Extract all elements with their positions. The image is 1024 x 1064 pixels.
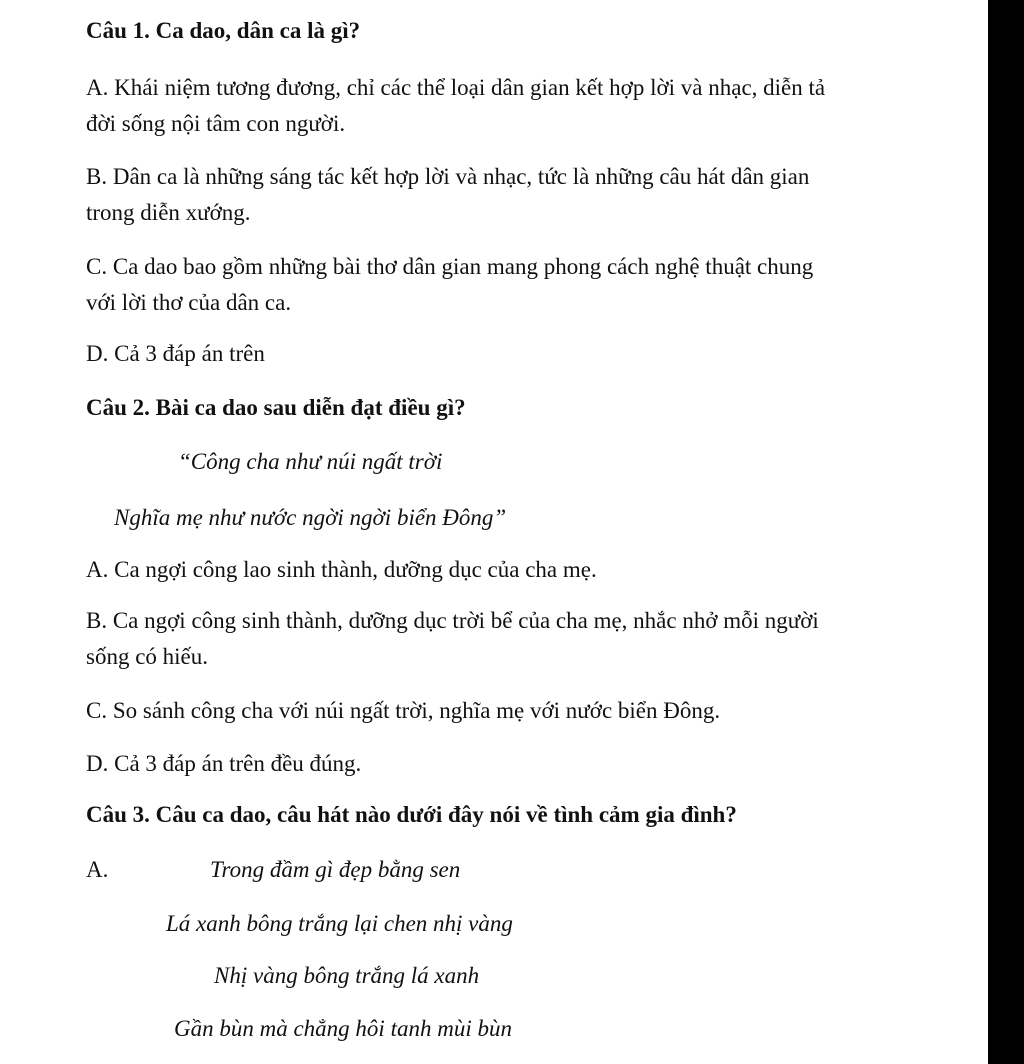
question-3-title: Câu 3. Câu ca dao, câu hát nào dưới đây nói về tình cảm gia đình? (86, 802, 737, 827)
question-2-option-d: D. Cả 3 đáp án trên đều đúng. (86, 751, 362, 776)
question-3-verse-line-4: Gần bùn mà chẳng hôi tanh mùi bùn (174, 1016, 512, 1041)
question-2-option-c: C. So sánh công cha với núi ngất trời, nghĩa mẹ với nước biển Đông. (86, 698, 721, 723)
question-1-option-b-line-2: trong diễn xướng. (86, 200, 251, 225)
question-3-verse-line-3: Nhị vàng bông trắng lá xanh (214, 963, 480, 988)
question-3-verse-line-1: Trong đầm gì đẹp bằng sen (210, 857, 461, 882)
question-1-option-c-line-2: với lời thơ của dân ca. (86, 290, 292, 315)
question-1-option-b-line-1: B. Dân ca là những sáng tác kết hợp lời và nhạc, tức là những câu hát dân gian (86, 164, 810, 189)
question-2-option-b-line-1: B. Ca ngợi công sinh thành, dưỡng dục trời bể của cha mẹ, nhắc nhở mỗi người (86, 608, 819, 633)
question-2-verse-line-1: “Công cha như núi ngất trời (178, 449, 443, 474)
question-2-option-a: A. Ca ngợi công lao sinh thành, dưỡng dục của cha mẹ. (86, 557, 597, 582)
question-3-verse-line-2: Lá xanh bông trắng lại chen nhị vàng (166, 911, 513, 936)
question-1-option-c-line-1: C. Ca dao bao gồm những bài thơ dân gian mang phong cách nghệ thuật chung (86, 254, 814, 279)
question-1-option-a-line-1: A. Khái niệm tương đương, chỉ các thể loại dân gian kết hợp lời và nhạc, diễn tả (86, 75, 826, 100)
question-2-title: Câu 2. Bài ca dao sau diễn đạt điều gì? (86, 395, 466, 420)
question-1-title: Câu 1. Ca dao, dân ca là gì? (86, 18, 361, 43)
question-2-verse-line-2: Nghĩa mẹ như nước ngời ngời biển Đông” (114, 505, 507, 530)
right-black-margin (988, 0, 1024, 1064)
question-3-option-a-label: A. (86, 857, 109, 882)
question-1-option-a-line-2: đời sống nội tâm con người. (86, 111, 346, 136)
question-2-option-b-line-2: sống có hiếu. (86, 644, 209, 669)
question-1-option-d: D. Cả 3 đáp án trên (86, 341, 265, 366)
